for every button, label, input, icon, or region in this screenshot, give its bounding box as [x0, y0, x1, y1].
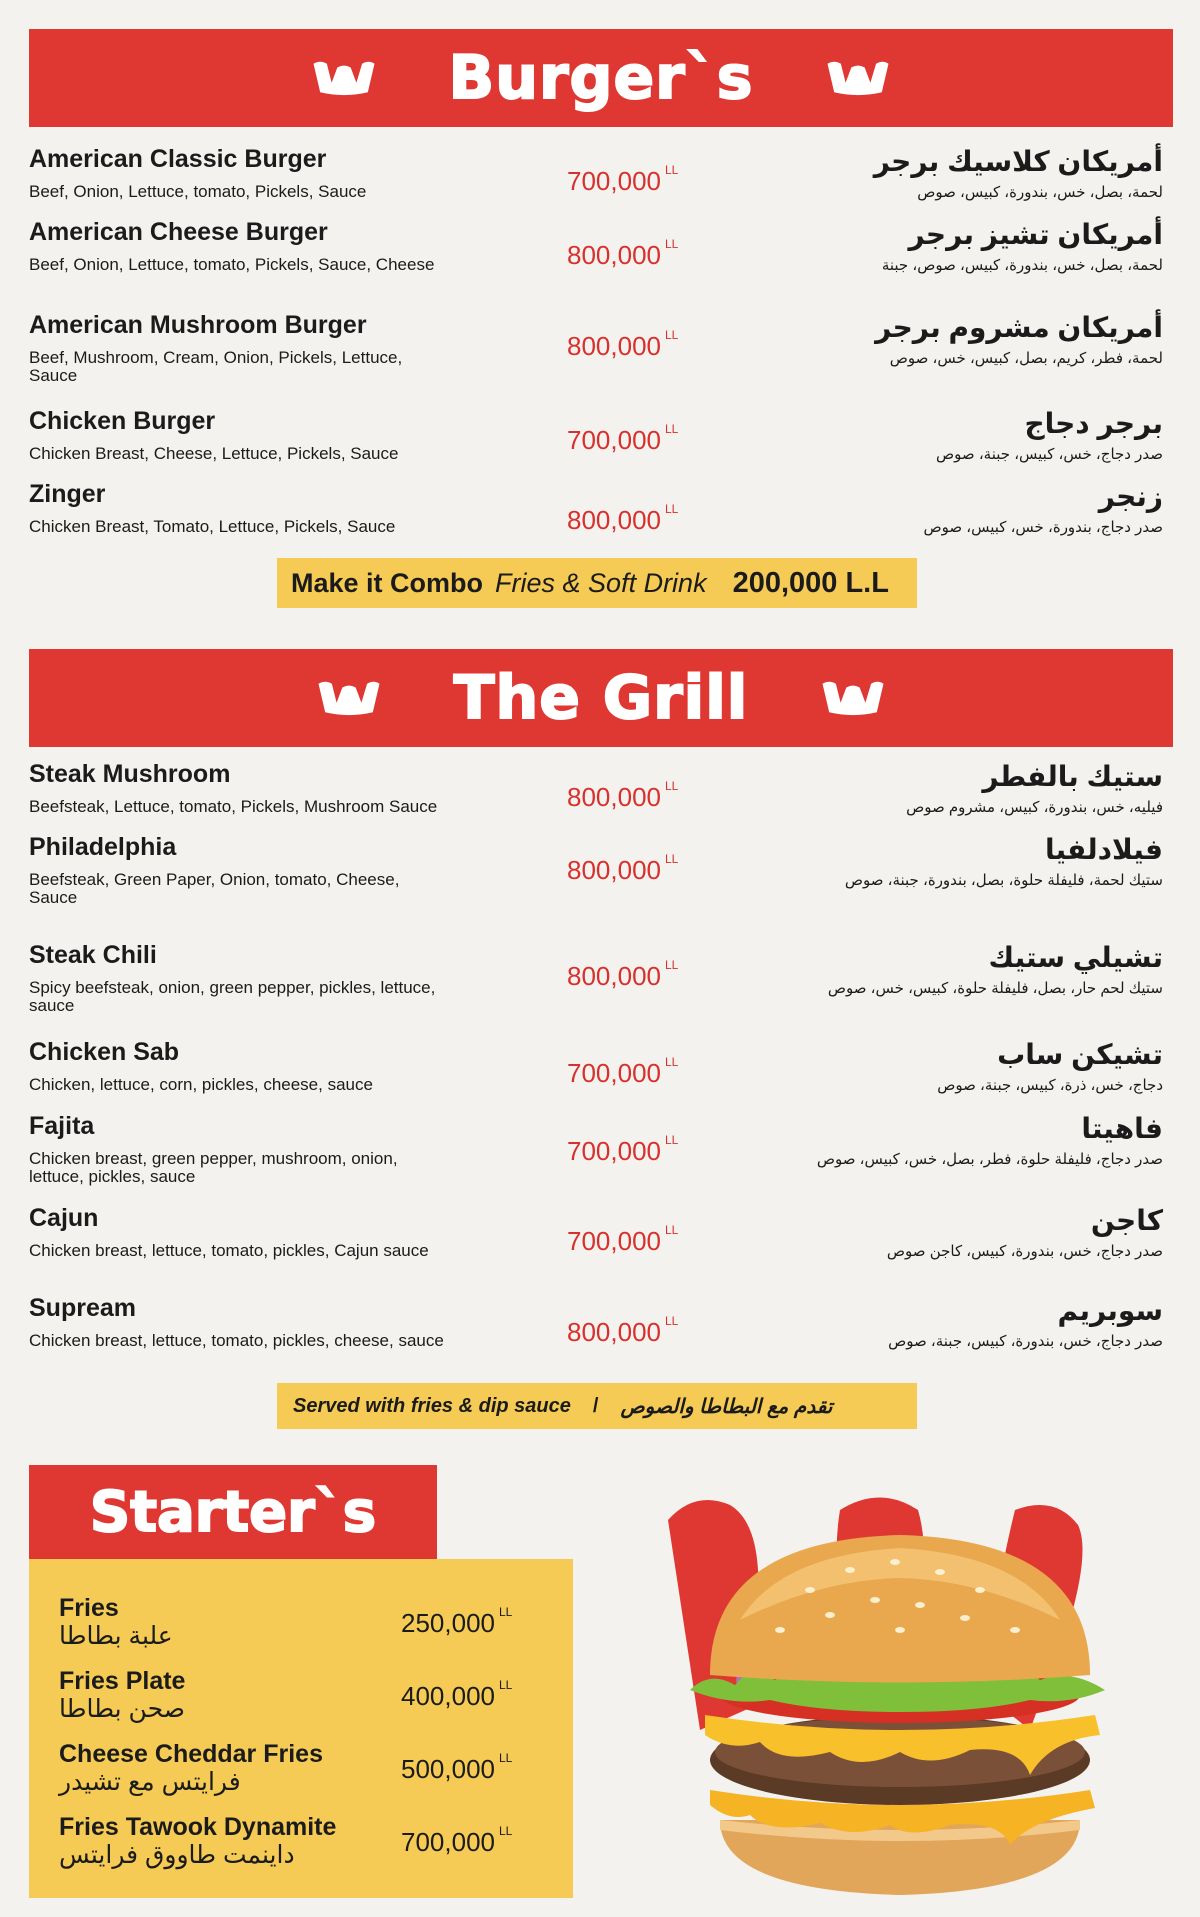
starter-price: 250,000 $^{LL}$	[401, 1605, 513, 1638]
starter-name-arabic: داينمت طاووق فرايتس	[59, 1841, 295, 1869]
item-price: 700,000 $^{LL}$	[567, 1055, 679, 1088]
item-description-arabic: لحمة، بصل، خس، بندورة، كبيس، صوص، جبنة	[881, 257, 1163, 274]
item-description: Beefsteak, Green Paper, Onion, tomato, Cheese, Sauce	[29, 870, 400, 907]
burgers-title: Burger`s	[448, 43, 754, 113]
crown-icon	[823, 58, 893, 98]
starter-name: Fries	[59, 1594, 119, 1622]
crown-icon	[818, 678, 888, 718]
item-name: American Mushroom Burger	[29, 311, 367, 339]
item-name: American Classic Burger	[29, 145, 327, 173]
combo-banner	[277, 558, 917, 608]
item-name-arabic: ستيك بالفطر	[982, 761, 1163, 792]
item-description-arabic: لحمة، فطر، كريم، بصل، كبيس، خس، صوص	[889, 350, 1163, 367]
starter-name-arabic: فرايتس مع تشيدر	[59, 1768, 241, 1796]
grill-banner	[29, 649, 1173, 747]
item-description-arabic: صدر دجاج، خس، كبيس، جبنة، صوص	[936, 446, 1163, 463]
item-description: Chicken Breast, Tomato, Lettuce, Pickels, Sauce	[29, 517, 396, 536]
item-name-arabic: كاجن	[1090, 1205, 1163, 1236]
starter-item	[59, 1740, 539, 1797]
item-name-arabic: أمريكان كلاسيك برجر	[873, 146, 1163, 177]
item-name-arabic: أمريكان تشيز برجر	[908, 219, 1163, 250]
starter-item	[59, 1594, 539, 1651]
starter-name-arabic: صحن بطاطا	[59, 1695, 185, 1723]
served-with-separator: /	[592, 1394, 599, 1417]
starter-price: 500,000 $^{LL}$	[401, 1751, 513, 1784]
starter-price: 700,000 $^{LL}$	[401, 1824, 513, 1857]
item-name-arabic: برجر دجاج	[1024, 408, 1163, 439]
item-price: 800,000 $^{LL}$	[567, 237, 679, 270]
item-price: 800,000 $^{LL}$	[567, 779, 679, 812]
burger-image	[650, 1490, 1150, 1910]
item-description: Spicy beefsteak, onion, green pepper, pickles, lettuce, sauce	[29, 978, 436, 1015]
item-name-arabic: تشيكن ساب	[997, 1039, 1163, 1070]
item-price: 800,000 $^{LL}$	[567, 852, 679, 885]
item-name-arabic: فاهيتا	[1081, 1113, 1163, 1144]
item-description-arabic: لحمة، بصل، خس، بندورة، كبيس، صوص	[917, 184, 1163, 201]
item-name: Fajita	[29, 1112, 95, 1140]
served-with-english: Served with fries & dip sauce	[293, 1394, 571, 1417]
item-name: Steak Mushroom	[29, 760, 231, 788]
item-description-arabic: صدر دجاج، بندورة، خس، كبيس، صوص	[923, 519, 1163, 536]
item-name: Steak Chili	[29, 941, 157, 969]
item-price: 700,000 $^{LL}$	[567, 1223, 679, 1256]
combo-detail: Fries & Soft Drink	[495, 567, 707, 598]
item-name: American Cheese Burger	[29, 218, 328, 246]
burgers-banner	[29, 29, 1173, 127]
item-name-arabic: أمريكان مشروم برجر	[875, 312, 1163, 343]
served-with-banner	[277, 1383, 917, 1429]
item-description-arabic: ستيك لحمة، فليفلة حلوة، بصل، بندورة، جبنة، صوص	[844, 872, 1163, 889]
starter-price: 400,000 $^{LL}$	[401, 1678, 513, 1711]
item-description: Chicken, lettuce, corn, pickles, cheese, sauce	[29, 1075, 373, 1094]
starters-title: Starter`s	[89, 1479, 377, 1545]
item-name-arabic: سوبريم	[1057, 1295, 1163, 1326]
item-price: 800,000 $^{LL}$	[567, 1314, 679, 1347]
starter-name: Fries Plate	[59, 1667, 186, 1695]
starter-item	[59, 1813, 539, 1870]
item-description: Beefsteak, Lettuce, tomato, Pickels, Mushroom Sauce	[29, 797, 438, 816]
item-description: Chicken Breast, Cheese, Lettuce, Pickels, Sauce	[29, 444, 399, 463]
item-description-arabic: صدر دجاج، خس، بندورة، كبيس، جبنة، صوص	[888, 1333, 1163, 1350]
item-price: 800,000 $^{LL}$	[567, 958, 679, 991]
item-description-arabic: فيليه، خس، بندورة، كبيس، مشروم صوص	[906, 799, 1163, 816]
item-price: 700,000 $^{LL}$	[567, 422, 679, 455]
item-name: Zinger	[29, 480, 106, 508]
crown-icon	[309, 58, 379, 98]
item-description: Chicken breast, lettuce, tomato, pickles, cheese, sauce	[29, 1331, 444, 1350]
served-with-arabic: تقدم مع البطاطا والصوص	[620, 1395, 833, 1418]
item-name: Cajun	[29, 1204, 99, 1232]
item-description: Beef, Mushroom, Cream, Onion, Pickels, Lettuce, Sauce	[29, 348, 403, 385]
item-price: 800,000 $^{LL}$	[567, 502, 679, 535]
combo-price: 200,000 L.L	[732, 566, 889, 599]
starter-item	[59, 1667, 539, 1724]
starter-name-arabic: علبة بطاطا	[59, 1622, 173, 1650]
starter-name: Cheese Cheddar Fries	[59, 1740, 323, 1768]
item-price: 700,000 $^{LL}$	[567, 1133, 679, 1166]
item-name-arabic: فيلادلفيا	[1044, 834, 1163, 865]
starter-name: Fries Tawook Dynamite	[59, 1813, 337, 1841]
item-description: Beef, Onion, Lettuce, tomato, Pickels, Sauce	[29, 182, 367, 201]
item-price: 700,000 $^{LL}$	[567, 163, 679, 196]
starters-box	[29, 1559, 573, 1898]
crown-icon	[314, 678, 384, 718]
item-price: 800,000 $^{LL}$	[567, 328, 679, 361]
grill-title: The Grill	[453, 663, 749, 733]
item-description: Chicken breast, lettuce, tomato, pickles, Cajun sauce	[29, 1241, 429, 1260]
item-name: Chicken Sab	[29, 1038, 180, 1066]
item-name: Chicken Burger	[29, 407, 216, 435]
item-description: Beef, Onion, Lettuce, tomato, Pickels, Sauce, Cheese	[29, 255, 435, 274]
item-description-arabic: ستيك لحم حار، بصل، فليفلة حلوة، كبيس، خس، صوص	[827, 980, 1163, 997]
item-name-arabic: تشيلي ستيك	[988, 942, 1163, 973]
item-description-arabic: صدر دجاج، فليفلة حلوة، فطر، بصل، خس، كبيس، صوص	[816, 1151, 1163, 1168]
item-description-arabic: دجاج، خس، ذرة، كبيس، جبنة، صوص	[937, 1077, 1163, 1094]
item-description-arabic: صدر دجاج، خس، بندورة، كبيس، كاجن صوص	[886, 1243, 1163, 1260]
item-name: Philadelphia	[29, 833, 177, 861]
item-name-arabic: زنجر	[1098, 481, 1163, 512]
item-name: Supream	[29, 1294, 136, 1322]
starters-banner	[29, 1465, 437, 1559]
item-description: Chicken breast, green pepper, mushroom, onion, lettuce, pickles, sauce	[29, 1149, 398, 1186]
combo-label: Make it Combo	[291, 567, 484, 598]
